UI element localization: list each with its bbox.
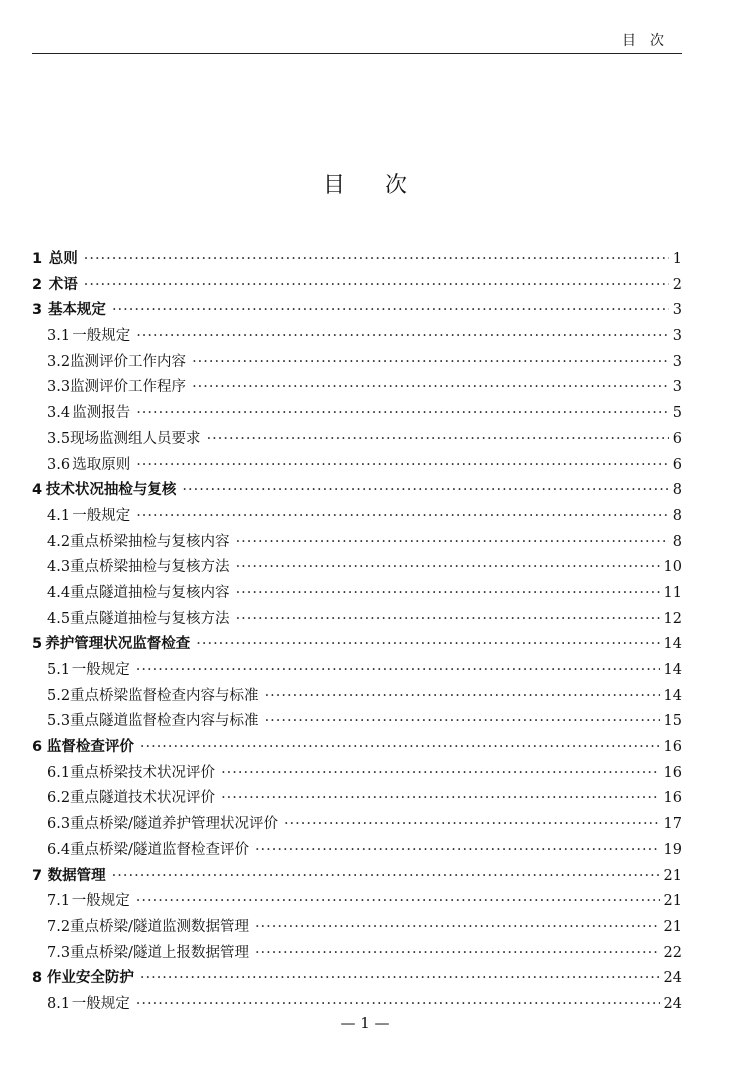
toc-entry-number: 3 bbox=[32, 302, 43, 319]
toc-entry-number: 5.2 bbox=[47, 687, 71, 704]
toc-dot-leader bbox=[136, 893, 660, 909]
toc-section-entry[interactable] bbox=[32, 555, 682, 581]
toc-entry-title: 重点隧道监督检查内容与标准 bbox=[70, 713, 259, 730]
toc-dot-leader bbox=[136, 662, 660, 678]
toc-entry-page: 5 bbox=[672, 405, 682, 422]
toc-entry-number: 6 bbox=[32, 739, 43, 756]
toc-entry-number: 5.3 bbox=[47, 713, 71, 730]
toc-section-entry[interactable] bbox=[32, 581, 682, 607]
toc-entry-number: 5 bbox=[32, 636, 43, 653]
toc-section-entry[interactable] bbox=[32, 838, 682, 864]
toc-section-entry[interactable] bbox=[32, 401, 682, 427]
toc-entry-title: 重点隧道抽检与复核内容 bbox=[70, 584, 230, 601]
toc-entry-title: 重点桥梁/隧道上报数据管理 bbox=[70, 944, 249, 961]
toc-dot-leader bbox=[136, 328, 669, 344]
toc-chapter-entry[interactable] bbox=[32, 247, 682, 273]
toc-entry-title: 重点桥梁/隧道监测数据管理 bbox=[70, 918, 249, 935]
toc-entry-page: 15 bbox=[663, 713, 682, 730]
toc-entry-number: 7.3 bbox=[47, 944, 71, 961]
toc-entry-title: 现场监测组人员要求 bbox=[70, 430, 201, 447]
toc-section-entry[interactable] bbox=[32, 504, 682, 530]
toc-dot-leader bbox=[192, 379, 669, 395]
toc-dot-leader bbox=[255, 842, 660, 858]
toc-entry-number: 3.5 bbox=[47, 430, 71, 447]
toc-entry-title: 重点桥梁抽检与复核内容 bbox=[70, 533, 230, 550]
toc-dot-leader bbox=[84, 277, 669, 293]
toc-entry-title: 重点桥梁/隧道监督检查评价 bbox=[70, 841, 249, 858]
toc-dot-leader bbox=[192, 354, 669, 370]
toc-chapter-entry[interactable] bbox=[32, 735, 682, 761]
toc-entry-number: 6.2 bbox=[47, 790, 71, 807]
toc-entry-page: 14 bbox=[663, 636, 682, 653]
toc-dot-leader bbox=[182, 482, 668, 498]
toc-chapter-entry[interactable] bbox=[32, 632, 682, 658]
toc-entry-page: 11 bbox=[663, 584, 682, 601]
toc-section-entry[interactable] bbox=[32, 607, 682, 633]
toc-entry-page: 10 bbox=[663, 559, 682, 576]
running-header: 目次 bbox=[622, 33, 678, 49]
toc-entry-title: 一般规定 bbox=[71, 893, 130, 910]
toc-entry-number: 6.4 bbox=[47, 841, 71, 858]
toc-dot-leader bbox=[236, 559, 660, 575]
toc-entry-title: 作业安全防护 bbox=[46, 970, 134, 987]
toc-entry-title: 重点桥梁/隧道养护管理状况评价 bbox=[70, 816, 278, 833]
toc-entry-number: 4.5 bbox=[47, 610, 71, 627]
toc-entry-title: 重点隧道抽检与复核方法 bbox=[70, 610, 230, 627]
toc-section-entry[interactable] bbox=[32, 812, 682, 838]
toc-entry-number: 4.3 bbox=[47, 559, 71, 576]
toc-entry-page: 3 bbox=[672, 328, 682, 345]
toc-entry-title: 技术状况抽检与复核 bbox=[45, 482, 177, 499]
toc-section-entry[interactable] bbox=[32, 915, 682, 941]
toc-entry-title: 重点隧道技术状况评价 bbox=[70, 790, 216, 807]
toc-entry-number: 3.6 bbox=[47, 456, 71, 473]
toc-entry-title: 监测评价工作内容 bbox=[70, 353, 187, 370]
toc-entry-page: 21 bbox=[663, 918, 682, 935]
toc-entry-number: 6.3 bbox=[47, 816, 71, 833]
toc-dot-leader bbox=[136, 457, 669, 473]
toc-entry-page: 16 bbox=[663, 764, 682, 781]
toc-entry-page: 3 bbox=[672, 379, 682, 396]
toc-dot-leader bbox=[84, 251, 669, 267]
toc-entry-page: 16 bbox=[663, 739, 682, 756]
toc-entry-number: 8 bbox=[32, 970, 43, 987]
toc-entry-number: 4.1 bbox=[47, 507, 71, 524]
toc-entry-number: 3.1 bbox=[47, 328, 71, 345]
toc-dot-leader bbox=[112, 868, 660, 884]
toc-entry-title: 一般规定 bbox=[71, 662, 130, 678]
toc-entry-title: 数据管理 bbox=[47, 867, 106, 884]
toc-entry-title: 重点桥梁抽检与复核方法 bbox=[70, 559, 230, 576]
toc-entry-title: 监督检查评价 bbox=[46, 739, 134, 756]
toc-entry-title: 基本规定 bbox=[47, 302, 106, 319]
toc-entry-page: 8 bbox=[672, 482, 682, 499]
toc-section-entry[interactable] bbox=[32, 324, 682, 350]
toc-entry-number: 3.3 bbox=[47, 379, 71, 396]
toc-section-entry[interactable] bbox=[32, 941, 682, 967]
toc-entry-page: 22 bbox=[663, 944, 682, 961]
toc-entry-page: 3 bbox=[672, 302, 682, 319]
toc-dot-leader bbox=[284, 816, 660, 832]
page-number: — 1 — bbox=[340, 1014, 390, 1032]
toc-dot-leader bbox=[136, 996, 660, 1012]
toc-dot-leader bbox=[196, 636, 659, 652]
toc-entry-number: 3.2 bbox=[47, 353, 71, 370]
toc-entry-page: 24 bbox=[663, 995, 682, 1012]
toc-entry-number: 2 bbox=[32, 276, 43, 293]
toc-chapter-entry[interactable] bbox=[32, 966, 682, 992]
toc-entry-page: 14 bbox=[663, 662, 682, 678]
toc-dot-leader bbox=[221, 790, 659, 806]
toc-entry-page: 21 bbox=[663, 893, 682, 910]
toc-section-entry[interactable] bbox=[32, 530, 682, 556]
toc-section-entry[interactable] bbox=[32, 684, 682, 710]
toc-entry-title: 选取原则 bbox=[72, 456, 131, 473]
toc-entry-page: 16 bbox=[663, 790, 682, 807]
toc-entry-page: 6 bbox=[672, 430, 682, 447]
table-of-contents bbox=[32, 247, 682, 1018]
toc-entry-title: 术语 bbox=[48, 276, 78, 293]
toc-entry-title: 一般规定 bbox=[71, 995, 130, 1012]
toc-section-entry[interactable] bbox=[32, 889, 682, 915]
toc-entry-title: 重点桥梁技术状况评价 bbox=[70, 764, 216, 781]
toc-entry-title: 监测评价工作程序 bbox=[70, 379, 187, 396]
toc-section-entry[interactable] bbox=[32, 709, 682, 735]
toc-dot-leader bbox=[236, 585, 660, 601]
toc-section-entry[interactable] bbox=[32, 761, 682, 787]
toc-entry-page: 19 bbox=[663, 841, 682, 858]
toc-entry-page: 17 bbox=[663, 816, 682, 833]
toc-entry-number: 3.4 bbox=[47, 405, 71, 422]
toc-entry-number: 7.2 bbox=[47, 918, 71, 935]
toc-dot-leader bbox=[265, 713, 660, 729]
toc-section-entry[interactable] bbox=[32, 453, 682, 479]
toc-entry-title: 监测报告 bbox=[72, 405, 131, 422]
toc-entry-page: 21 bbox=[663, 867, 682, 884]
toc-entry-number: 6.1 bbox=[47, 764, 71, 781]
toc-dot-leader bbox=[255, 919, 660, 935]
toc-entry-number: 5.1 bbox=[47, 662, 71, 678]
toc-dot-leader bbox=[236, 611, 660, 627]
toc-entry-number: 4 bbox=[32, 482, 43, 499]
toc-entry-page: 8 bbox=[672, 507, 682, 524]
toc-entry-page: 3 bbox=[672, 353, 682, 370]
toc-entry-title: 一般规定 bbox=[72, 507, 131, 524]
toc-entry-page: 1 bbox=[672, 251, 682, 267]
toc-dot-leader bbox=[236, 534, 669, 550]
toc-section-entry[interactable] bbox=[32, 786, 682, 812]
toc-chapter-entry[interactable] bbox=[32, 478, 682, 504]
toc-dot-leader bbox=[221, 765, 659, 781]
toc-entry-title: 总则 bbox=[48, 251, 78, 267]
toc-entry-page: 2 bbox=[672, 276, 682, 293]
toc-entry-number: 8.1 bbox=[47, 995, 71, 1012]
toc-entry-page: 12 bbox=[663, 610, 682, 627]
header-rule bbox=[32, 53, 682, 54]
toc-chapter-entry[interactable] bbox=[32, 273, 682, 299]
toc-section-entry[interactable] bbox=[32, 658, 682, 684]
toc-entry-page: 24 bbox=[663, 970, 682, 987]
toc-entry-page: 8 bbox=[672, 533, 682, 550]
toc-entry-page: 14 bbox=[663, 687, 682, 704]
toc-entry-title: 一般规定 bbox=[72, 328, 131, 345]
toc-dot-leader bbox=[136, 508, 669, 524]
toc-dot-leader bbox=[136, 405, 669, 421]
toc-entry-page: 6 bbox=[672, 456, 682, 473]
toc-entry-number: 4.4 bbox=[47, 584, 71, 601]
toc-entry-number: 4.2 bbox=[47, 533, 71, 550]
toc-chapter-entry[interactable] bbox=[32, 298, 682, 324]
toc-dot-leader bbox=[255, 945, 660, 961]
toc-chapter-entry[interactable] bbox=[32, 864, 682, 890]
toc-section-entry[interactable] bbox=[32, 375, 682, 401]
toc-entry-number: 7 bbox=[32, 867, 43, 884]
toc-entry-title: 养护管理状况监督检查 bbox=[45, 636, 191, 653]
toc-section-entry[interactable] bbox=[32, 427, 682, 453]
toc-dot-leader bbox=[265, 688, 660, 704]
toc-entry-title: 重点桥梁监督检查内容与标准 bbox=[70, 687, 259, 704]
toc-entry-number: 7.1 bbox=[47, 893, 71, 910]
toc-dot-leader bbox=[140, 970, 660, 986]
toc-section-entry[interactable] bbox=[32, 350, 682, 376]
page-title: 目次 bbox=[322, 173, 447, 198]
toc-dot-leader bbox=[112, 302, 669, 318]
toc-dot-leader bbox=[140, 739, 660, 755]
toc-entry-number: 1 bbox=[32, 251, 43, 267]
toc-dot-leader bbox=[207, 431, 669, 447]
